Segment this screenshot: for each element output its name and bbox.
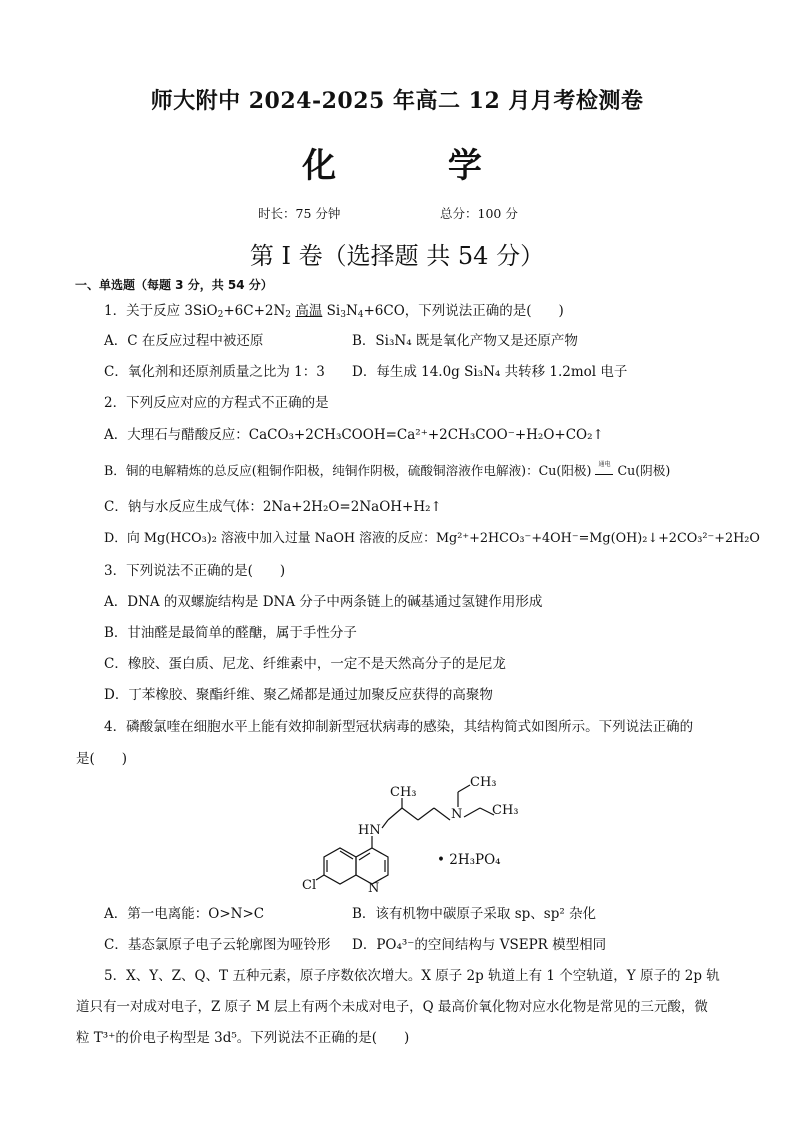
struct-ch3-upper-right: CH₃ <box>470 775 497 790</box>
exam-duration: 时长：75 分钟 <box>258 206 341 221</box>
q4-option-b: B．该有机物中碳原子采取 sp、sp² 杂化 <box>352 906 597 922</box>
q1-stem-tail: +6CO，下列说法正确的是( ) <box>363 303 564 319</box>
question-1-stem: 1．关于反应 $3SiO_2+6C+2N_2$ 高温 $Si_3N_4+6CO$，下列说法正确的是( ) <box>104 303 564 320</box>
exam-total-score: 总分：100 分 <box>440 206 518 221</box>
q1-stem-pre: 1．关于反应 3SiO <box>104 303 218 319</box>
question-5-line2: 道只有一对成对电子，Z 原子 M 层上有两个未成对电子，Q 最高价氧化物对应水化物是常见的三元酸，微 <box>76 999 708 1015</box>
q4-option-c: C．基态氯原子电子云轮廓图为哑铃形 <box>104 937 331 953</box>
q2-option-d: D．向 Mg(HCO₃)₂ 溶液中加入过量 NaOH 溶液的反应：Mg²⁺+2HCO₃⁻+4OH⁻=Mg(OH)₂↓+2CO₃²⁻+2H₂O <box>104 531 760 546</box>
struct-ch3-top: CH₃ <box>390 785 417 800</box>
q1-option-b: B．Si₃N₄ 既是氧化产物又是还原产物 <box>352 333 578 349</box>
q2-option-b-post: Cu(阴极) <box>617 463 671 478</box>
q3-option-b: B．甘油醛是最简单的醛醣，属于手性分子 <box>104 625 357 641</box>
volume-heading: 第 I 卷（选择题 共 54 分） <box>249 242 545 270</box>
struct-ch3-right: CH₃ <box>492 803 519 818</box>
q1-option-d: D．每生成 14.0g Si₃N₄ 共转移 1.2mol 电子 <box>352 364 628 380</box>
question-5-line1: 5．X、Y、Z、Q、T 五种元素，原子序数依次增大。X 原子 2p 轨道上有 1 个空轨道，Y 原子的 2p 轨 <box>104 968 720 984</box>
subject-title: 化 学 <box>302 146 532 186</box>
q3-option-d: D．丁苯橡胶、聚酯纤维、聚乙烯都是通过加聚反应获得的高聚物 <box>104 687 493 703</box>
struct-hn: HN <box>358 823 381 838</box>
question-3-stem: 3．下列说法不正确的是( ) <box>104 563 286 579</box>
question-4-stem-line2: 是( ) <box>76 751 128 767</box>
q3-option-a: A．DNA 的双螺旋结构是 DNA 分子中两条链上的碱基通过氢键作用形成 <box>104 594 543 610</box>
exam-title: 师大附中 2024-2025 年高二 12 月月考检测卷 <box>150 88 644 114</box>
q4-salt-formula: • 2H₃PO₄ <box>437 852 501 868</box>
q2-electrolysis-condition: 通电 <box>598 461 611 468</box>
q4-option-d: D．PO₄³⁻的空间结构与 VSEPR 模型相同 <box>352 937 607 953</box>
q1-option-a: A．C 在反应过程中被还原 <box>104 333 264 349</box>
chloroquine-structure-diagram <box>296 772 526 896</box>
q2-option-c: C．钠与水反应生成气体：2Na+2H₂O=2NaOH+H₂↑ <box>104 499 442 515</box>
q4-option-a: A．第一电离能：O>N>C <box>104 906 265 922</box>
question-5-line3: 粒 T³⁺的价电子构型是 3d⁵。下列说法不正确的是( ) <box>76 1030 410 1046</box>
section-heading: 一、单选题（每题 3 分，共 54 分） <box>75 278 273 292</box>
question-4-stem-line1: 4．磷酸氯喹在细胞水平上能有效抑制新型冠状病毒的感染，其结构简式如图所示。下列说法正确的 <box>104 719 694 735</box>
q1-stem-post: Si <box>326 303 341 319</box>
struct-cl: Cl <box>302 878 317 893</box>
q2-option-a: A．大理石与醋酸反应：CaCO₃+2CH₃COOH=Ca²⁺+2CH₃COO⁻+H₂O+CO₂↑ <box>104 427 604 443</box>
q2-option-b <box>104 462 670 480</box>
q2-option-b-pre: B．铜的电解精炼的总反应(粗铜作阳极，纯铜作阴极，硫酸铜溶液作电解液)：Cu(阳极) <box>104 463 592 478</box>
q1-option-c: C．氧化剂和还原剂质量之比为 1：3 <box>104 364 325 380</box>
q3-option-c: C．橡胶、蛋白质、尼龙、纤维素中，一定不是天然高分子的是尼龙 <box>104 656 506 672</box>
q1-stem-mid: +6C+2N <box>223 303 286 319</box>
struct-ring-n: N <box>368 881 380 896</box>
q1-condition: 高温 <box>295 303 323 319</box>
struct-amine-n: N <box>451 807 463 822</box>
question-2-stem: 2．下列反应对应的方程式不正确的是 <box>104 395 329 411</box>
